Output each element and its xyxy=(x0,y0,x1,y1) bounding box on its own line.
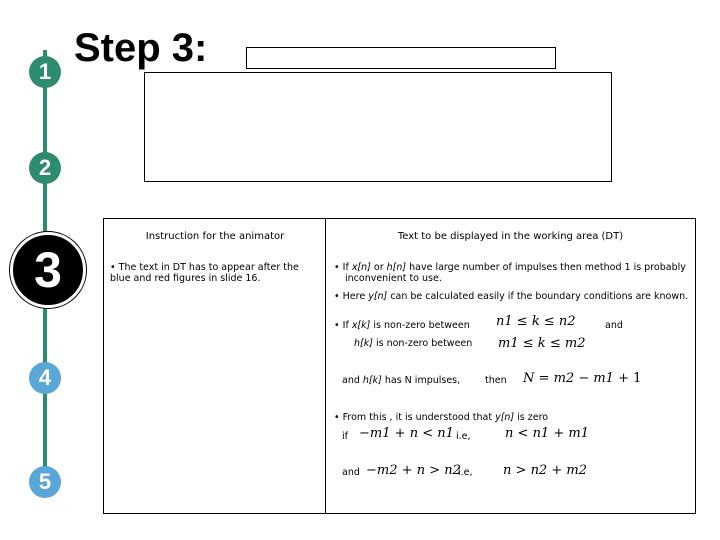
animator-instruction-panel xyxy=(103,218,326,514)
formula-m1-n-n1: −m1 + n < n1 xyxy=(359,426,454,441)
content-box[interactable] xyxy=(144,72,612,182)
then-label: then xyxy=(485,375,507,386)
formula-n-n2-m2: n > n2 + m2 xyxy=(503,463,588,478)
formula-m1-k-m2: m1 ≤ k ≤ m2 xyxy=(498,336,586,351)
step-number: 2 xyxy=(38,155,52,180)
page-title: Step 3: xyxy=(74,26,208,70)
ie-label-1: i.e, xyxy=(456,431,471,442)
formula-m2-n-n2: −m2 + n > n2 xyxy=(366,463,461,478)
ie-label-2: i.e, xyxy=(458,467,473,478)
step-2-circle[interactable] xyxy=(29,152,61,184)
step-number: 4 xyxy=(38,365,52,390)
step-number: 3 xyxy=(34,242,62,298)
animator-header: Instruction for the animator xyxy=(145,231,285,242)
display-text-panel xyxy=(325,218,696,514)
and-label-2: and xyxy=(342,467,360,478)
hk-line: h[k] is non-zero between xyxy=(354,338,473,349)
instruction-text: The text in DT has to appear after the blue and red figures in slide 16. xyxy=(110,262,299,284)
step-number: 5 xyxy=(38,469,52,494)
title-input-box[interactable] xyxy=(246,47,556,69)
if-label: if xyxy=(342,431,348,442)
formula-N: N = m2 − m1 + 1 xyxy=(523,371,642,386)
step-4-circle[interactable] xyxy=(29,362,61,394)
step-5-circle[interactable] xyxy=(29,466,61,498)
display-header: Text to be displayed in the working area (DT) xyxy=(397,231,624,242)
bullet-2: • Here y[n] can be calculated easily if the boundary conditions are known. xyxy=(334,291,689,302)
step-number: 1 xyxy=(38,59,52,84)
animator-instruction xyxy=(110,262,320,284)
step-3-circle[interactable] xyxy=(10,232,86,308)
step-1-circle[interactable] xyxy=(29,56,61,88)
formula-n1-k-n2: n1 ≤ k ≤ n2 xyxy=(496,314,576,329)
impulses-line: and h[k] has N impulses, xyxy=(342,375,461,386)
formula-n-n1-m1: n < n1 + m1 xyxy=(505,426,590,441)
bullet-3: • If x[k] is non-zero between xyxy=(334,320,470,331)
bullet: • xyxy=(110,262,116,273)
and-label: and xyxy=(605,320,623,331)
bullet-1: • If x[n] or h[n] have large number of impulses then method 1 is probably inconvenient to use. xyxy=(334,262,686,284)
bullet-4: • From this , it is understood that y[n] is zero xyxy=(334,412,549,423)
